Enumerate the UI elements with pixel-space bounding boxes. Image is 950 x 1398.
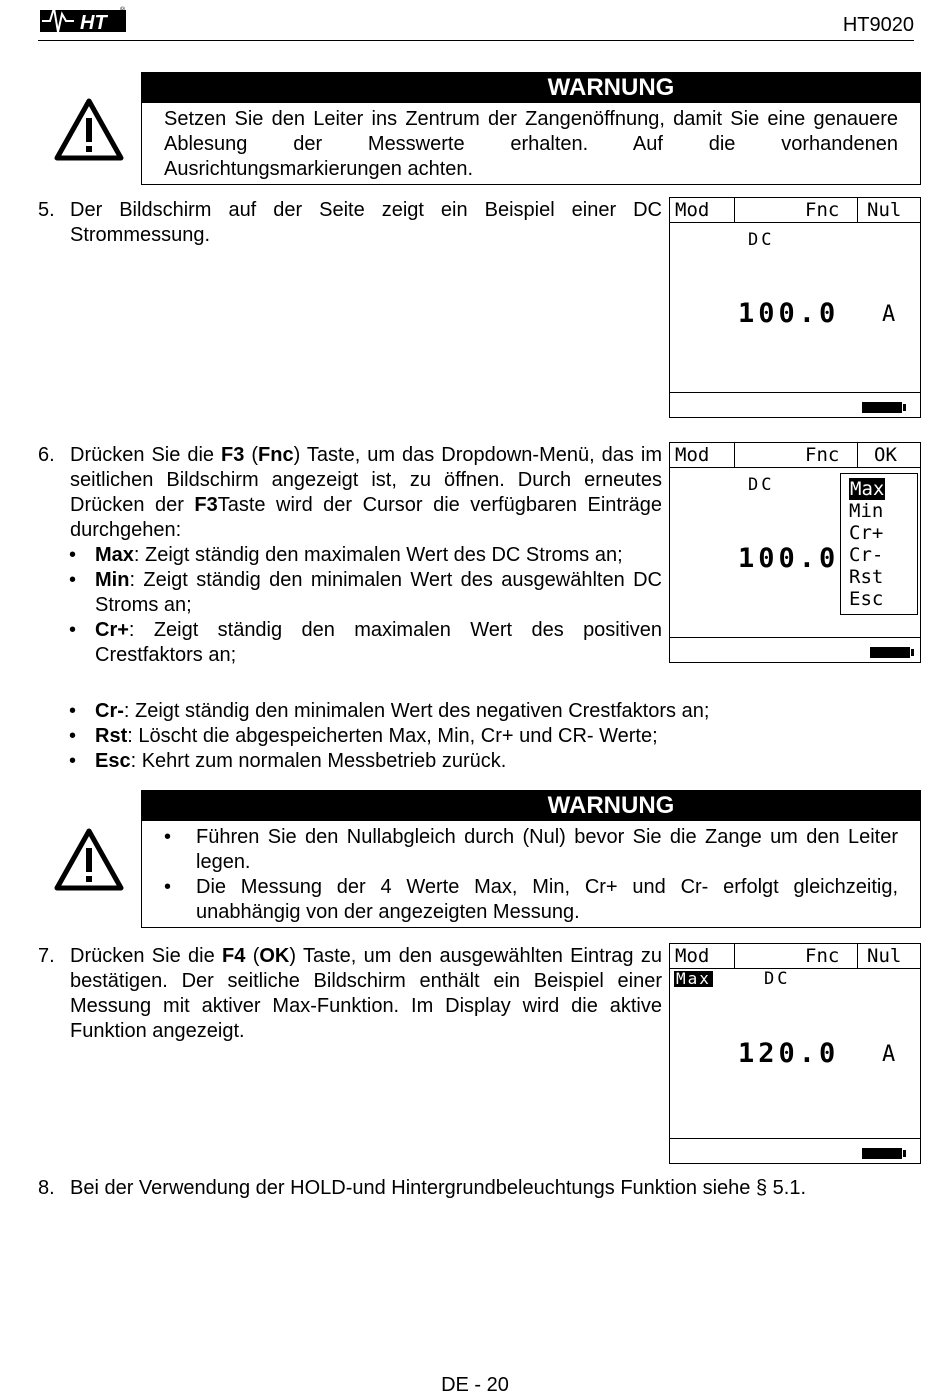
display-screen-3 [669,943,921,1164]
measurement-unit: A [882,302,896,327]
step-7 [38,944,662,1044]
menu-item-crplus[interactable]: Cr+ [849,522,884,544]
svg-text:®: ® [120,7,126,14]
list-item: • Cr-: Zeigt ständig den minimalen Wert des negativen Crestfaktors an; [95,699,898,724]
warning-box-1 [141,72,921,185]
measurement-value: 100.0 [738,298,840,329]
measurement-value: 100.0 [738,543,840,574]
display-screen-2 [669,442,921,663]
list-item: • Min: Zeigt ständig den minimalen Wert des ausgewählten DC Stroms an; [95,568,662,618]
step-number: 8. [38,1177,55,1199]
list-item: • Führen Sie den Nullabgleich durch (Nul) bevor Sie die Zange um den Leiter legen. [196,825,898,875]
battery-icon [862,1148,902,1159]
warning-box-2 [141,790,921,928]
step-number: 6. [38,444,55,466]
ok-key-label: OK [874,444,897,466]
warning-triangle-icon [54,828,124,892]
list-item: • Cr+: Zeigt ständig den maximalen Wert des positiven Crestfaktors an; [95,618,662,668]
list-item: • Esc: Kehrt zum normalen Messbetrieb zurück. [95,749,898,774]
measurement-mode: DC [748,230,775,250]
step-6-continued [38,699,898,774]
mod-key-label: Mod [675,945,710,967]
list-item: • Max: Zeigt ständig den maximalen Wert des DC Stroms an; [95,543,662,568]
warning-triangle-icon [54,98,124,162]
display-screen-1 [669,197,921,418]
step-number: 7. [38,945,55,967]
menu-item-max[interactable]: Max [850,478,885,500]
mod-key-label: Mod [675,444,710,466]
step-text: Drücken Sie die F4 (OK) Taste, um den ausgewählten Eintrag zu bestätigen. Der seitliche Bildschirm enthält ein Beispiel einer Messung mit aktiver Max-Funktion. Im Display wird die aktive Funktion angezeigt. [70,945,662,1042]
fnc-key-label: Fnc [805,199,840,221]
fnc-key-label: Fnc [805,945,840,967]
measurement-value: 120.0 [738,1038,840,1069]
step-text: Der Bildschirm auf der Seite zeigt ein Beispiel einer DC Strommessung. [70,199,662,246]
step-text: Drücken Sie die F3 (Fnc) Taste, um das Dropdown-Menü, das im seitlichen Bildschirm angezeigt ist, zu öffnen. Durch erneutes Drücken der F3Taste wird der Cursor die verfügbaren Einträge durchgehen: [70,444,662,541]
warning-text: Setzen Sie den Leiter ins Zentrum der Zangenöffnung, damit Sie eine genauere Ablesung der Messwerte erhalten. Auf die vorhandenen Ausrichtungsmarkierungen achten. [164,108,898,180]
brand-logo [40,2,130,36]
page-number: DE - 20 [441,1374,509,1396]
measurement-unit: A [882,1042,896,1067]
battery-icon [862,402,902,413]
warning-list [142,821,920,927]
menu-item-esc[interactable]: Esc [849,588,884,610]
menu-item-rst[interactable]: Rst [849,566,884,588]
warning-title: WARNUNG [142,791,920,821]
step-number: 5. [38,199,55,221]
step-5 [38,198,662,248]
battery-icon [870,647,910,658]
nul-key-label: Nul [867,199,902,221]
measurement-mode: DC [748,475,775,495]
model-name: HT9020 [842,14,914,36]
list-item: • Die Messung der 4 Werte Max, Min, Cr+ und Cr- erfolgt gleichzeitig, unabhängig von der angezeigten Messung. [196,875,898,925]
step-8 [38,1176,898,1201]
svg-text:HT: HT [80,12,107,34]
fnc-key-label: Fnc [805,444,840,466]
dropdown-menu[interactable] [840,473,918,615]
header-rule [38,40,914,41]
step-text: Bei der Verwendung der HOLD-und Hintergrundbeleuchtungs Funktion siehe § 5.1. [70,1177,807,1199]
nul-key-label: Nul [867,945,902,967]
step-6 [38,443,662,668]
measurement-mode: DC [764,969,791,989]
menu-item-min[interactable]: Min [849,500,884,522]
list-item: • Rst: Löscht die abgespeicherten Max, Min, Cr+ und CR- Werte; [95,724,898,749]
active-function-tag: Max [676,969,711,988]
mod-key-label: Mod [675,199,710,221]
warning-title: WARNUNG [142,73,920,103]
menu-item-crminus[interactable]: Cr- [849,544,884,566]
